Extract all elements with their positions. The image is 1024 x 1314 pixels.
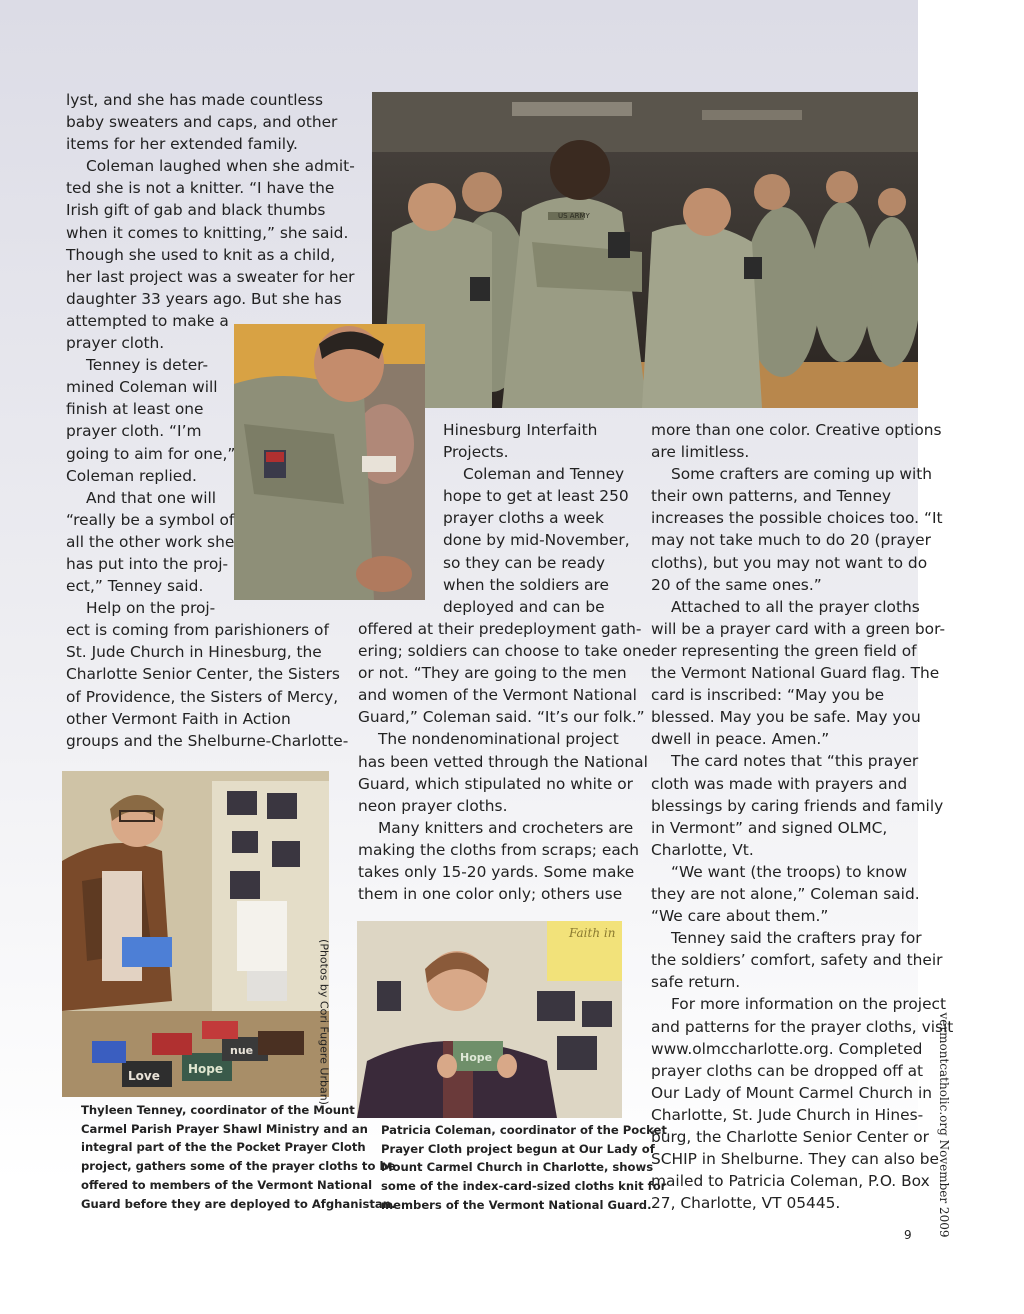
text-line: the Vermont National Guard flag. The	[651, 664, 940, 683]
text-line: Though she used to knit as a child,	[66, 245, 336, 264]
text-line: prayer cloth. “I’m	[66, 422, 202, 441]
text-line: 27, Charlotte, VT 05445.	[651, 1194, 841, 1213]
column-middle-top	[443, 419, 630, 618]
text-line: ted she is not a knitter. “I have the	[66, 179, 335, 198]
text-line: Many knitters and crocheters are	[378, 818, 634, 837]
text-line: lyst, and she has made countless	[66, 91, 324, 109]
text-line: has been vetted through the National	[358, 752, 648, 771]
text-line: ect,” Tenney said.	[66, 577, 204, 596]
caption-line: offered to members of the Vermont National	[81, 1177, 373, 1192]
text-line: Charlotte, Vt.	[651, 840, 754, 859]
tenney-photo	[62, 771, 329, 1097]
one-cloth-text: nue	[230, 1044, 254, 1057]
text-line: Help on the proj-	[86, 599, 216, 618]
hope-cloth-text: Hope	[188, 1062, 224, 1076]
text-line: SCHIP in Shelburne. They can also be	[651, 1150, 940, 1169]
caption-line: some of the index-card-sized cloths knit for	[381, 1179, 667, 1194]
text-line: groups and the Shelburne-Charlotte-	[66, 731, 349, 750]
text-line: cloth was made with prayers and	[651, 774, 908, 793]
caption-line: Mount Carmel Church in Charlotte, shows	[381, 1160, 654, 1175]
column-middle	[358, 618, 651, 905]
text-line: Attached to all the prayer cloths	[671, 597, 920, 616]
caption-line: Carmel Parish Prayer Shawl Ministry and an	[81, 1121, 368, 1136]
text-line: they are not alone,” Coleman said.	[651, 884, 920, 903]
footer-site-date-text: vermontcatholic.org November 2009	[937, 1012, 951, 1238]
text-line: prayer cloth.	[66, 334, 165, 353]
soldiers-praying-photo	[372, 92, 918, 408]
text-line: more than one color. Creative options	[651, 421, 942, 439]
text-line: and patterns for the prayer cloths, visit	[651, 1017, 954, 1036]
text-line: their own patterns, and Tenney	[651, 487, 891, 506]
us-army-patch-text: US ARMY	[558, 212, 590, 220]
text-line: when it comes to knitting,” she said.	[66, 223, 349, 242]
text-line: will be a prayer card with a green bor-	[651, 619, 945, 638]
text-line: 20 of the same ones.”	[651, 575, 822, 594]
text-line: finish at least one	[66, 400, 204, 419]
text-line: Projects.	[443, 443, 509, 462]
text-line: them in one color only; others use	[358, 885, 623, 904]
text-line: dwell in peace. Amen.”	[651, 730, 830, 749]
caption-line: Guard before they are deployed to Afghanistan.	[81, 1196, 396, 1211]
text-line: all the other work she	[66, 532, 235, 551]
text-line: “We want (the troops) to know	[671, 862, 908, 881]
column-right	[651, 419, 953, 1214]
text-line: “We care about them.”	[651, 907, 829, 926]
text-line: of Providence, the Sisters of Mercy,	[66, 687, 339, 706]
text-line: the soldiers’ comfort, safety and their	[651, 951, 943, 970]
text-line: And that one will	[86, 488, 217, 507]
coleman-image	[357, 921, 622, 1118]
text-line: making the cloths from scraps; each	[358, 840, 639, 859]
caption-line: Patricia Coleman, coordinator of the Pocket	[381, 1123, 667, 1137]
text-line: For more information on the project	[671, 995, 947, 1014]
text-line: safe return.	[651, 973, 741, 992]
photo-credit-text: (Photos by Cori Fugere Urban)	[317, 939, 331, 1105]
text-line: der representing the green field of	[651, 641, 917, 660]
text-line: hope to get at least 250	[443, 487, 629, 506]
text-line: increases the possible choices too. “It	[651, 509, 943, 528]
text-line: Guard,” Coleman said. “It’s our folk.”	[358, 708, 645, 727]
text-line: blessings by caring friends and family	[651, 796, 944, 815]
text-line: Coleman and Tenney	[463, 465, 625, 484]
faith-sign-text: Faith in	[569, 926, 616, 940]
text-line: when the soldiers are	[443, 575, 609, 594]
text-line: www.olmccharlotte.org. Completed	[651, 1039, 923, 1058]
text-line: burg, the Charlotte Senior Center or	[651, 1128, 930, 1146]
text-line: mailed to Patricia Coleman, P.O. Box	[651, 1172, 930, 1191]
caption-line: project, gathers some of the prayer cloths to be	[81, 1159, 396, 1174]
text-line: attempted to make a	[66, 311, 229, 330]
held-cloth-text: Hope	[460, 1051, 493, 1064]
page-number: 9	[904, 1228, 912, 1242]
text-line: may not take much to do 20 (prayer	[651, 531, 931, 550]
text-line: baby sweaters and caps, and other	[66, 113, 338, 132]
text-line: Irish gift of gab and black thumbs	[66, 201, 326, 220]
photo-credit	[314, 939, 334, 1105]
text-line: or not. “They are going to the men	[358, 664, 627, 683]
text-line: ering; soldiers can choose to take one	[358, 642, 652, 661]
text-line: The card notes that “this prayer	[671, 752, 919, 771]
text-line: her last project was a sweater for her	[66, 267, 355, 286]
text-line: Charlotte Senior Center, the Sisters	[66, 665, 340, 684]
column-left	[66, 89, 355, 752]
text-line: Our Lady of Mount Carmel Church in	[651, 1083, 932, 1102]
text-line: offered at their predeployment gath-	[358, 620, 642, 638]
text-line: daughter 33 years ago. But she has	[66, 289, 342, 308]
text-line: Tenney is deter-	[86, 356, 209, 375]
text-line: Charlotte, St. Jude Church in Hines-	[651, 1105, 924, 1124]
love-cloth-text: Love	[128, 1069, 160, 1083]
soldiers-praying-image	[372, 92, 918, 408]
text-line: ect is coming from parishioners of	[66, 621, 329, 640]
text-line: prayer cloths can be dropped off at	[651, 1061, 924, 1080]
tenney-image	[62, 771, 329, 1097]
text-line: and women of the Vermont National	[358, 686, 637, 705]
text-line: prayer cloths a week	[443, 509, 604, 528]
footer-site-date	[936, 1012, 952, 1238]
text-line: deployed and can be	[443, 597, 605, 616]
text-line: cloths), but you may not want to do	[651, 553, 928, 572]
text-line: St. Jude Church in Hinesburg, the	[66, 643, 322, 662]
coleman-photo	[357, 921, 622, 1118]
text-line: mined Coleman will	[66, 378, 218, 397]
text-line: Coleman laughed when she admit-	[86, 157, 355, 176]
text-line: card is inscribed: “May you be	[651, 686, 885, 705]
text-line: Hinesburg Interfaith	[443, 421, 598, 439]
text-line: items for her extended family.	[66, 135, 298, 154]
caption-line: Thyleen Tenney, coordinator of the Mount	[81, 1103, 355, 1117]
text-line: Guard, which stipulated no white or	[358, 774, 633, 793]
text-line: blessed. May you be safe. May you	[651, 708, 921, 727]
caption-line: integral part of the the Pocket Prayer Cloth	[81, 1140, 366, 1155]
caption-line: members of the Vermont National Guard.	[381, 1197, 652, 1212]
text-line: neon prayer cloths.	[358, 796, 508, 815]
caption-coleman	[381, 1121, 667, 1215]
text-line: Coleman replied.	[66, 466, 197, 485]
text-line: so they can be ready	[443, 553, 606, 572]
caption-line: Prayer Cloth project begun at Our Lady of	[381, 1141, 655, 1156]
text-line: Some crafters are coming up with	[671, 465, 933, 484]
text-line: has put into the proj-	[66, 554, 229, 573]
text-line: The nondenominational project	[378, 730, 619, 749]
text-line: Tenney said the crafters pray for	[671, 929, 922, 948]
text-line: takes only 15-20 yards. Some make	[358, 863, 635, 882]
text-line: done by mid-November,	[443, 531, 630, 550]
caption-tenney	[81, 1101, 396, 1213]
text-line: are limitless.	[651, 443, 750, 462]
text-line: in Vermont” and signed OLMC,	[651, 818, 888, 837]
text-line: “really be a symbol of	[66, 510, 235, 529]
text-line: going to aim for one,”	[66, 444, 236, 463]
text-line: other Vermont Faith in Action	[66, 709, 291, 728]
